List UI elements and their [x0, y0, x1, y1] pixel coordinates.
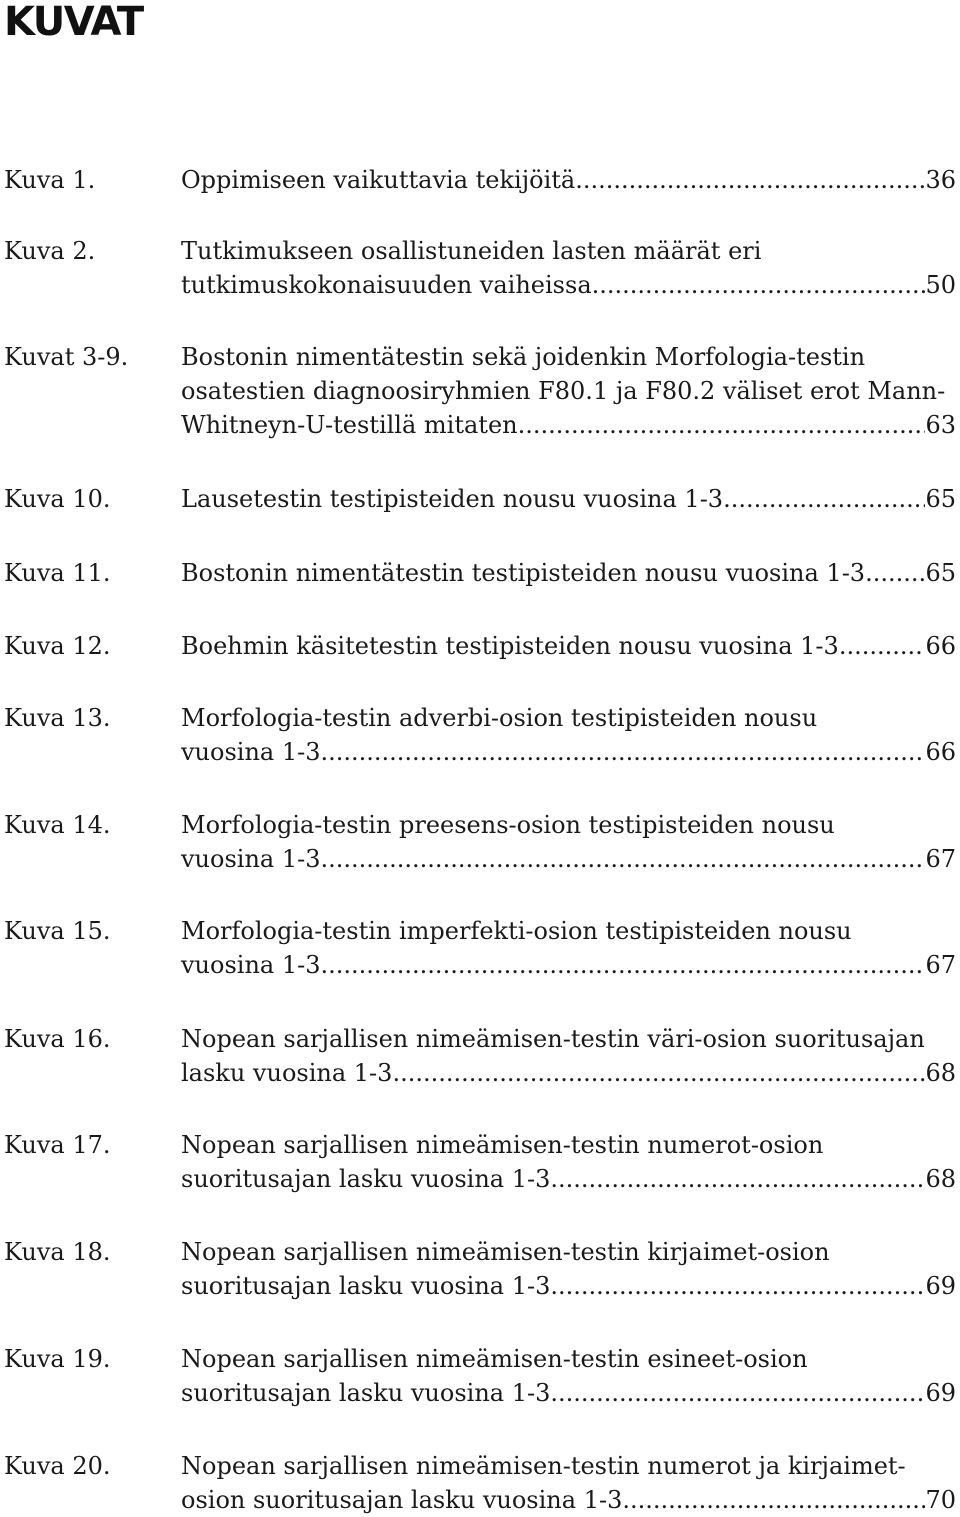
dot-leader — [622, 1483, 925, 1517]
dot-leader — [392, 1056, 925, 1090]
dot-leader — [550, 1162, 925, 1196]
caption-line: Nopean sarjallisen nimeämisen-testin kirjaimet-osion — [181, 1238, 830, 1266]
caption-line: vuosina 1-3 — [181, 951, 321, 979]
page-number: 67 — [925, 951, 956, 979]
dot-leader — [839, 629, 926, 663]
figure-number: Kuva 11. — [4, 559, 111, 587]
figure-number: Kuva 14. — [4, 811, 111, 839]
caption-line: Nopean sarjallisen nimeämisen-testin numerot-osion — [181, 1131, 824, 1159]
figure-caption — [181, 482, 956, 516]
caption-line: Oppimiseen vaikuttavia tekijöitä — [181, 166, 576, 194]
caption-line: Nopean sarjallisen nimeämisen-testin esineet-osion — [181, 1345, 808, 1373]
figure-number: Kuva 20. — [4, 1452, 111, 1480]
page-number: 66 — [925, 632, 956, 660]
dot-leader — [723, 482, 925, 516]
caption-line: suoritusajan lasku vuosina 1-3 — [181, 1379, 551, 1407]
figure-caption — [181, 1022, 956, 1090]
figure-caption — [181, 234, 956, 302]
figure-number: Kuva 13. — [4, 704, 111, 732]
caption-line: Bostonin nimentätestin testipisteiden nousu vuosina 1-3 — [181, 559, 866, 587]
figure-caption — [181, 701, 956, 769]
figure-number: Kuva 10. — [4, 485, 111, 513]
figure-caption — [181, 629, 956, 663]
page-number: 68 — [925, 1165, 956, 1193]
dot-leader — [321, 842, 926, 876]
figure-caption — [181, 556, 956, 590]
caption-line: osion suoritusajan lasku vuosina 1-3 — [181, 1486, 623, 1514]
page-number: 66 — [925, 738, 956, 766]
caption-line: Morfologia-testin adverbi-osion testipisteiden nousu — [181, 704, 818, 732]
page-number: 63 — [925, 411, 956, 439]
figure-number: Kuvat 3-9. — [4, 343, 129, 371]
page-number: 50 — [925, 271, 956, 299]
caption-line: Nopean sarjallisen nimeämisen-testin numerot ja kirjaimet- — [181, 1452, 906, 1480]
page-number: 67 — [925, 845, 956, 873]
figure-number: Kuva 18. — [4, 1238, 111, 1266]
page-title: KUVAT — [4, 0, 143, 45]
figure-caption — [181, 1342, 956, 1410]
figure-number: Kuva 2. — [4, 237, 96, 265]
caption-line: Tutkimukseen osallistuneiden lasten määrät eri — [181, 237, 762, 265]
page-number: 69 — [925, 1379, 956, 1407]
page-number: 65 — [925, 485, 956, 513]
figure-caption — [181, 1449, 956, 1517]
caption-line: vuosina 1-3 — [181, 845, 321, 873]
caption-line: Whitneyn-U-testillä mitaten. — [181, 411, 526, 439]
caption-line: Bostonin nimentätestin sekä joidenkin Morfologia-testin — [181, 343, 866, 371]
figure-caption — [181, 914, 956, 982]
caption-line: vuosina 1-3 — [181, 738, 321, 766]
figure-number: Kuva 12. — [4, 632, 111, 660]
figure-caption — [181, 1235, 956, 1303]
page-number: 70 — [925, 1486, 956, 1514]
dot-leader — [550, 1376, 925, 1410]
page-number: 68 — [925, 1059, 956, 1087]
dot-leader — [321, 735, 926, 769]
caption-line: lasku vuosina 1-3 — [181, 1059, 393, 1087]
figure-caption — [181, 1128, 956, 1196]
figure-caption — [181, 808, 956, 876]
figure-number: Kuva 16. — [4, 1025, 111, 1053]
dot-leader — [321, 948, 926, 982]
dot-leader — [525, 408, 925, 442]
dot-leader — [592, 268, 926, 302]
figure-number: Kuva 15. — [4, 917, 111, 945]
caption-line: suoritusajan lasku vuosina 1-3 — [181, 1165, 551, 1193]
caption-line: Morfologia-testin preesens-osion testipisteiden nousu — [181, 811, 835, 839]
caption-line: Morfologia-testin imperfekti-osion testipisteiden nousu — [181, 917, 852, 945]
dot-leader — [550, 1269, 925, 1303]
figure-number: Kuva 19. — [4, 1345, 111, 1373]
caption-line: Boehmin käsitetestin testipisteiden nousu vuosina 1-3 — [181, 632, 839, 660]
page-number: 36 — [925, 166, 956, 194]
figure-caption — [181, 163, 956, 197]
figure-number: Kuva 1. — [4, 166, 96, 194]
figure-number: Kuva 17. — [4, 1131, 111, 1159]
dot-leader — [575, 163, 925, 197]
caption-line: suoritusajan lasku vuosina 1-3 — [181, 1272, 551, 1300]
caption-line: tutkimuskokonaisuuden vaiheissa — [181, 271, 592, 299]
caption-line: Lausetestin testipisteiden nousu vuosina 1-3 — [181, 485, 724, 513]
page-number: 69 — [925, 1272, 956, 1300]
caption-line: Nopean sarjallisen nimeämisen-testin väri-osion suoritusajan — [181, 1025, 925, 1053]
dot-leader — [865, 556, 925, 590]
caption-line: osatestien diagnoosiryhmien F80.1 ja F80.2 väliset erot Mann- — [181, 377, 946, 405]
figure-caption — [181, 340, 956, 442]
page-number: 65 — [925, 559, 956, 587]
